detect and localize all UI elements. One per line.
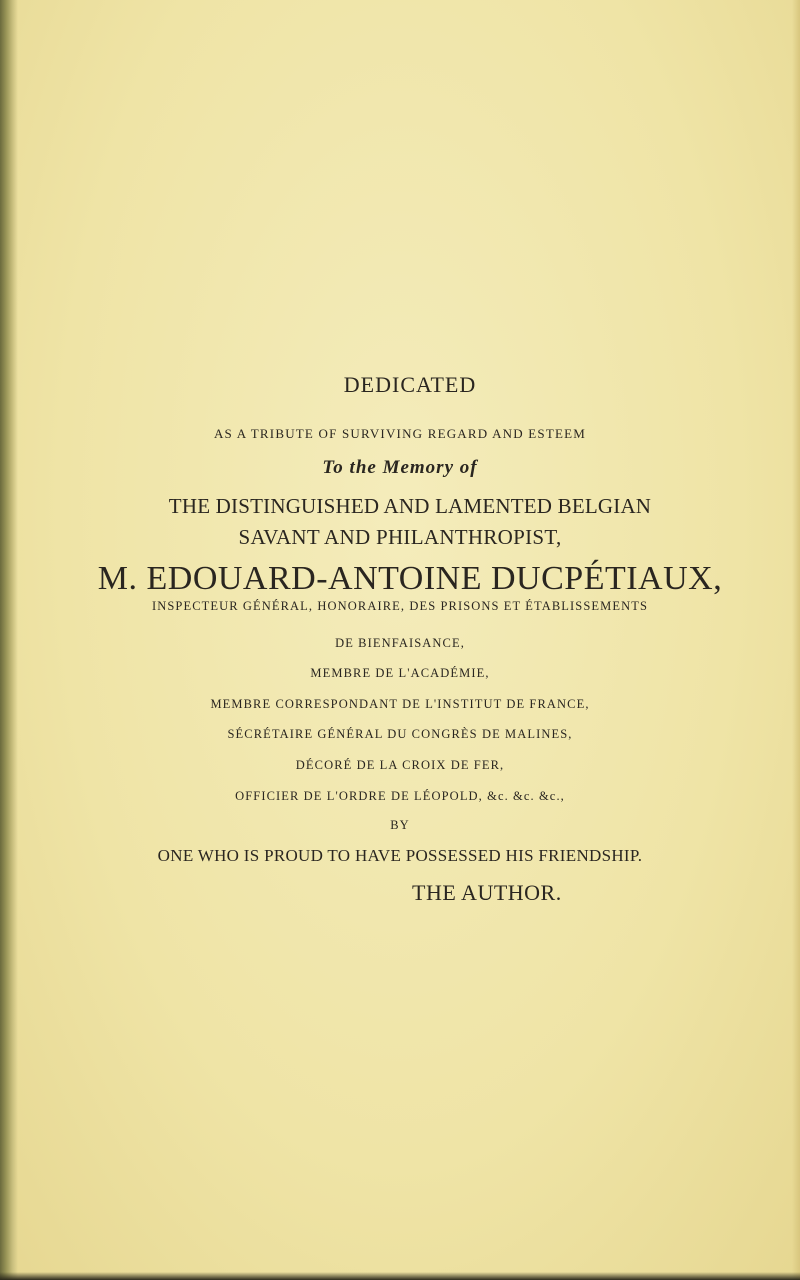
distinguished-line: THE DISTINGUISHED AND LAMENTED BELGIAN: [168, 494, 652, 518]
title-line: MEMBRE CORRESPONDANT DE L'INSTITUT DE FRANCE,: [210, 697, 590, 711]
tribute-line: AS A TRIBUTE OF SURVIVING REGARD AND ESTEEM: [213, 426, 587, 441]
title-line: DÉCORÉ DE LA CROIX DE FER,: [295, 758, 505, 772]
title-line: DE BIENFAISANCE,: [335, 636, 465, 650]
dedicator-line: ONE WHO IS PROUD TO HAVE POSSESSED HIS FRIENDSHIP.: [157, 846, 643, 865]
dedication-heading: DEDICATED: [343, 372, 477, 397]
savant-line: SAVANT AND PHILANTHROPIST,: [238, 525, 562, 549]
author-signature: THE AUTHOR.: [412, 880, 562, 905]
honoree-name: M. EDOUARD-ANTOINE DUCPÉTIAUX,: [97, 560, 723, 597]
by-line: BY: [390, 818, 410, 832]
title-line: MEMBRE DE L'ACADÉMIE,: [310, 666, 490, 680]
page-bottom-shadow: [0, 1272, 800, 1280]
title-line: INSPECTEUR GÉNÉRAL, HONORAIRE, DES PRISONS ET ÉTABLISSEMENTS: [151, 599, 649, 613]
memory-line: To the Memory of: [322, 457, 478, 478]
title-line: OFFICIER DE L'ORDRE DE LÉOPOLD, &c. &c. &c.,: [235, 789, 565, 803]
title-line: SÉCRÉTAIRE GÉNÉRAL DU CONGRÈS DE MALINES,: [227, 727, 573, 741]
